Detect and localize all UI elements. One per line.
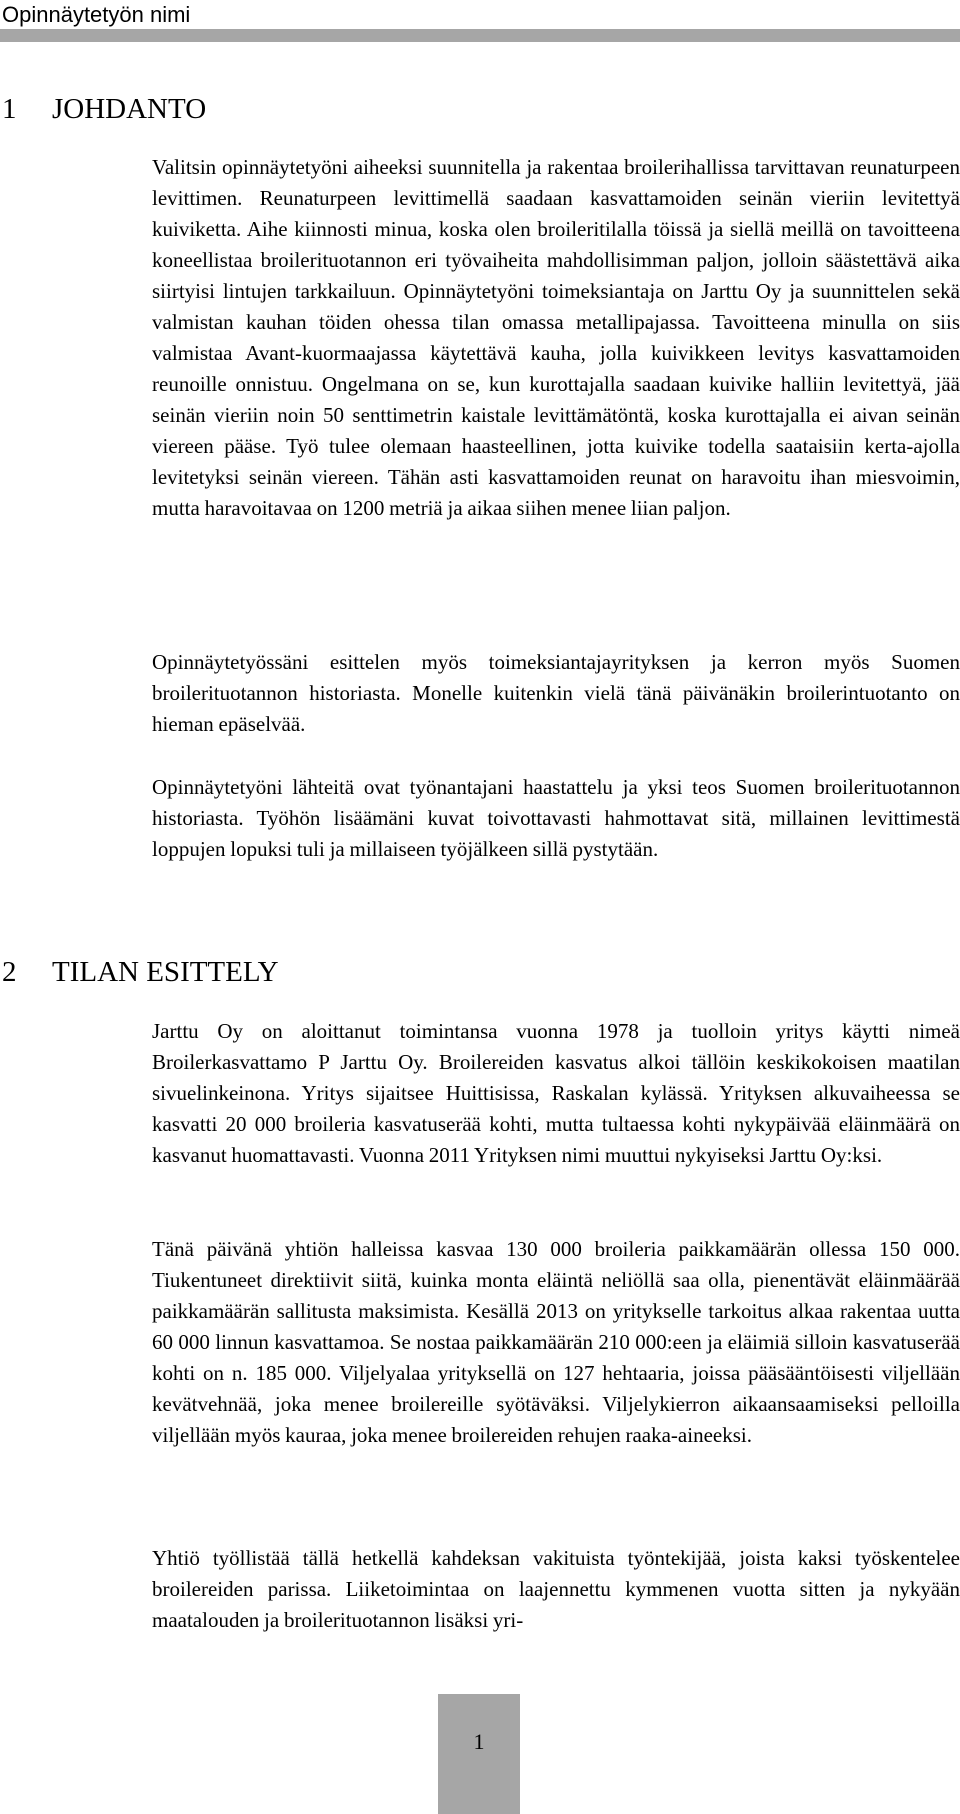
section-heading-johdanto: [0, 91, 206, 127]
paragraph: Opinnäytetyöni lähteitä ovat työnantajani haastattelu ja yksi teos Suomen broilerituotannon historiasta. Työhön lisäämäni kuvat toivottavasti hahmottavat sitä, millainen levittimestä loppujen lopuksi tuli ja millaiseen työjälkeen sillä pystytään.: [152, 775, 960, 861]
section-number: 2: [2, 956, 17, 988]
running-header-title: Opinnäytetyön nimi: [2, 2, 191, 27]
section-heading-tilan-esittely: [0, 954, 279, 990]
paragraph: Opinnäytetyössäni esittelen myös toimeksiantajayrityksen ja kerron myös Suomen broilerituotannon historiasta. Monelle kuitenkin vielä tänä päivänäkin broilerintuotanto on hieman epäselvää.: [152, 650, 960, 736]
paragraph: Valitsin opinnäytetyöni aiheeksi suunnitella ja rakentaa broilerihallissa tarvittavan reunaturpeen levittimen. Reunaturpeen levittimellä saadaan kasvattamoiden seinän vieriin levitettyä kuiviketta. Aihe kiinnosti minua, koska olen broileritilalla töissä ja siellä meillä on tavoitteena koneellistaa broilerituotannon eri työvaiheita mahdollisimman paljon, jolloin säästettävä aika siirtyisi lintujen tarkkailuun. Opinnäytetyöni toimeksiantaja on Jarttu Oy ja suunnittelen sekä valmistan kauhan töiden ohessa tilan omassa metallipajassa. Tavoitteena minulla on siis valmistaa Avant-kuormaajassa käytettävä kauha, jolla kuivikkeen levitys kasvattamoiden reunoille onnistuu. Ongelmana on se, kun kurottajalla saadaan kuivike halliin levitettyä, jää seinän vieriin noin 50 senttimetrin kaistale levittämätöntä, koska kurottajalla ei aivan seinän viereen pääse. Työ tulee olemaan haasteellinen, jotta kuivike todella saataisiin kerta-ajolla levitetyksi seinän viereen. Tähän asti kasvattamoiden reunat on haravoitu ihan miesvoimin, mutta haravoitavaa on 1200 metriä ja aikaa siihen menee liian paljon.: [152, 155, 960, 520]
page-number-box: [438, 1694, 520, 1814]
paragraph: Yhtiö työllistää tällä hetkellä kahdeksan vakituista työntekijää, joista kaksi työskentelee broilereiden parissa. Liiketoimintaa on laajennettu kymmenen vuotta sitten ja nykyään maatalouden ja broilerituotannon lisäksi yri-: [152, 1546, 960, 1632]
section-title: TILAN ESITTELY: [52, 956, 279, 988]
section-number: 1: [2, 93, 17, 125]
section-title: JOHDANTO: [52, 93, 207, 125]
header-rule: [0, 29, 960, 42]
paragraph: Tänä päivänä yhtiön halleissa kasvaa 130 000 broileria paikkamäärän ollessa 150 000. Tiukentuneet direktiivit siitä, kuinka monta eläintä neliöllä saa olla, pienentävät eläinmäärää paikkamäärän sallitusta maksimista. Kesällä 2013 on yritykselle tarkoitus alkaa rakentaa uutta 60 000 linnun kasvattamoa. Se nostaa paikkamäärän 210 000:een ja eläimiä silloin kasvatuserää kohti on n. 185 000. Viljelyalaa yrityksellä on 127 hehtaaria, joissa pääsääntöisesti viljellään kevätvehnää, joka menee broilereille syötäväksi. Viljelykierron aikaansaamiseksi pelloilla viljellään myös kauraa, joka menee broilereiden rehujen raaka-aineeksi.: [152, 1237, 960, 1447]
page-number: 1: [473, 1729, 485, 1754]
paragraph: Jarttu Oy on aloittanut toimintansa vuonna 1978 ja tuolloin yritys käytti nimeä Broilerkasvattamo P Jarttu Oy. Broilereiden kasvatus alkoi tällöin keskikokoisen maatilan sivuelinkeinona. Yritys sijaitsee Huittisissa, Raskalan kylässä. Yrityksen alkuvaiheessa se kasvatti 20 000 broileria kasvatuserää kohti, mutta tultaessa kohti nykypäivää eläinmäärä on kasvanut huomattavasti. Vuonna 2011 Yrityksen nimi muuttui nykyiseksi Jarttu Oy:ksi.: [152, 1019, 960, 1167]
